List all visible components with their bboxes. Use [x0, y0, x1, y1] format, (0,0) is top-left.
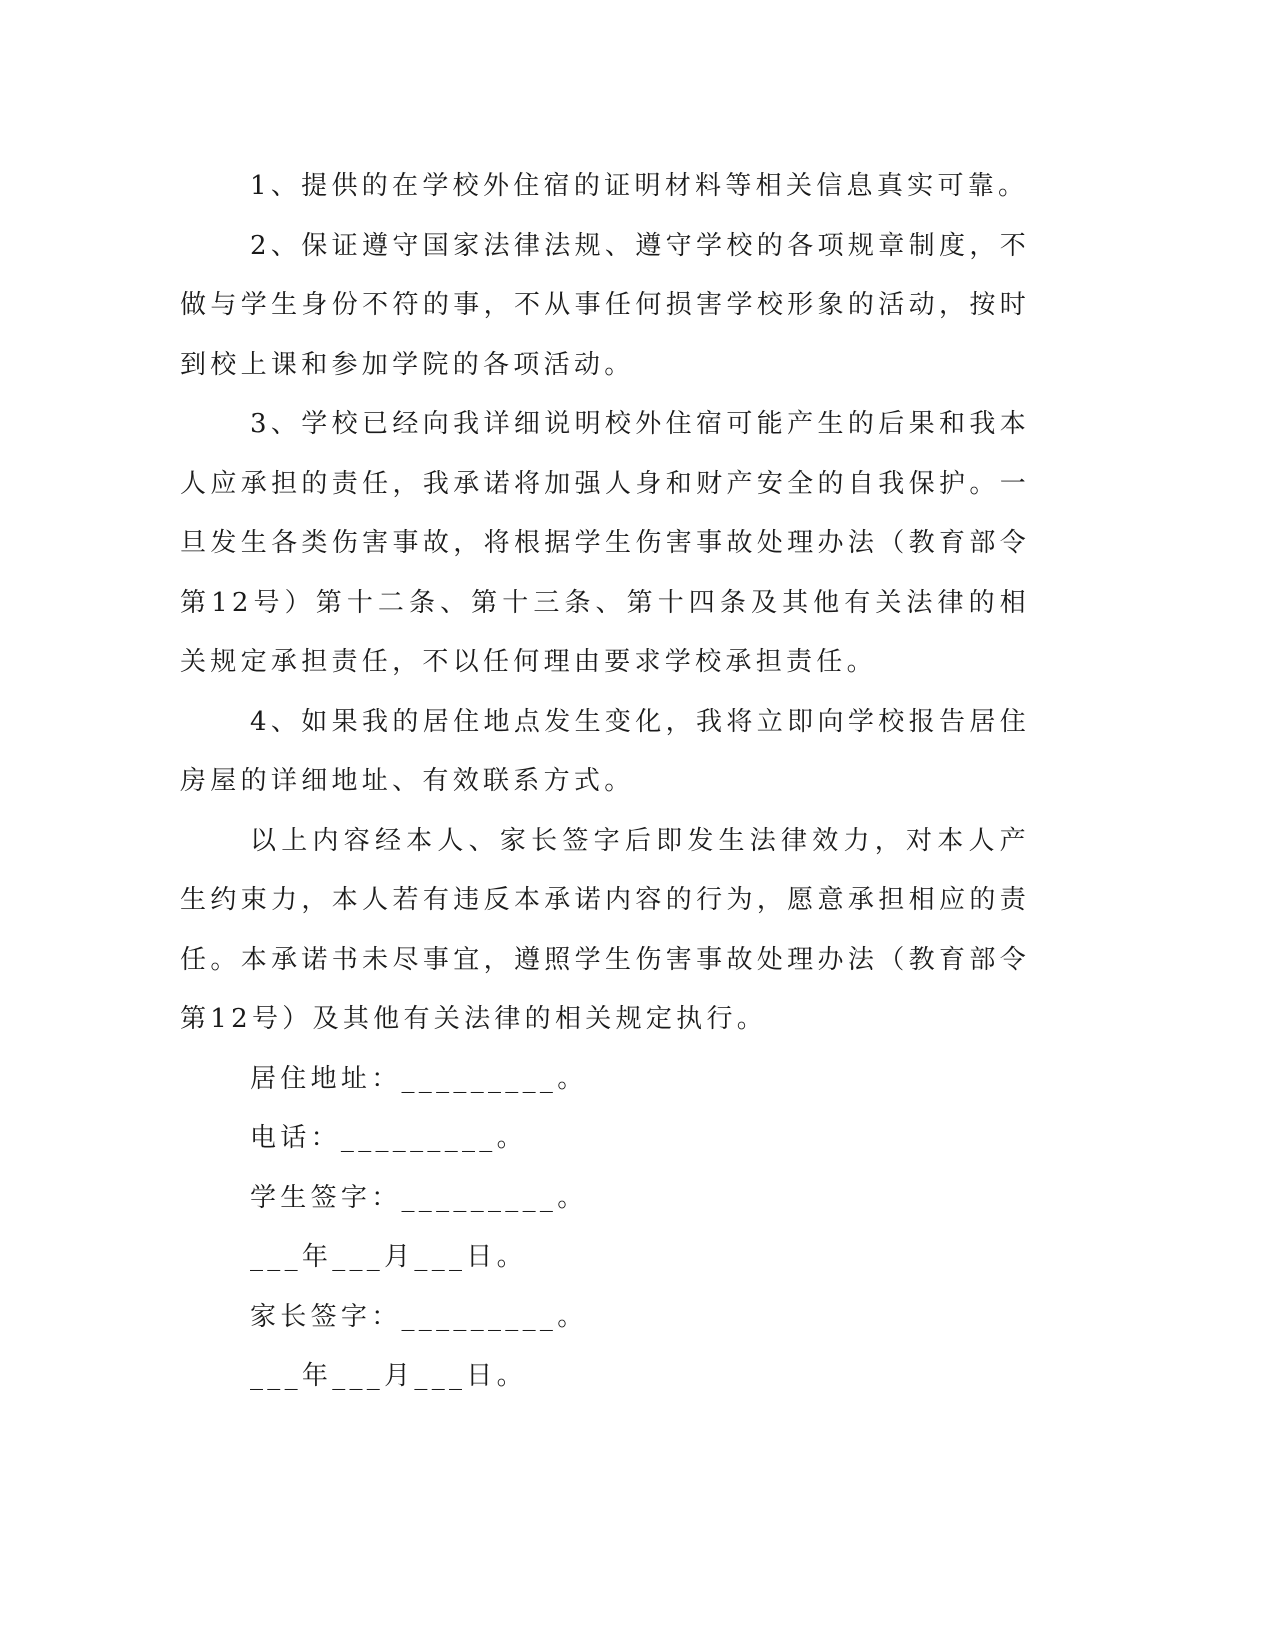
legal-effect-paragraph: 以上内容经本人、家长签字后即发生法律效力，对本人产生约束力，本人若有违反本承诺内容的行为，愿意承担相应的责任。本承诺书未尽事宜，遵照学生伤害事故处理办法（教育部令第12号）及其他有关法律的相关规定执行。	[180, 825, 1030, 1034]
student-date-field: ___年___月___日。	[250, 1242, 527, 1272]
student-signature-field: 学生签字：_________。	[250, 1182, 588, 1213]
phone-field: 电话：_________。	[250, 1123, 527, 1153]
commitment-item-1: 1、提供的在学校外住宿的证明材料等相关信息真实可靠。	[250, 171, 1029, 201]
commitment-item-4: 4、如果我的居住地点发生变化，我将立即向学校报告居住房屋的详细地址、有效联系方式。	[180, 706, 1030, 796]
document-body	[180, 157, 1030, 1407]
parent-date-field: ___年___月___日。	[250, 1361, 527, 1391]
parent-signature-field: 家长签字：_________。	[250, 1301, 588, 1332]
commitment-item-2: 2、保证遵守国家法律法规、遵守学校的各项规章制度，不做与学生身份不符的事，不从事任何损害学校形象的活动，按时到校上课和参加学院的各项活动。	[180, 230, 1030, 380]
address-field: 居住地址：_________。	[250, 1063, 588, 1094]
commitment-item-3: 3、学校已经向我详细说明校外住宿可能产生的后果和我本人应承担的责任，我承诺将加强人身和财产安全的自我保护。一旦发生各类伤害事故，将根据学生伤害事故处理办法（教育部令第12号）第十二条、第十三条、第十四条及其他有关法律的相关规定承担责任，不以任何理由要求学校承担责任。	[180, 409, 1030, 677]
